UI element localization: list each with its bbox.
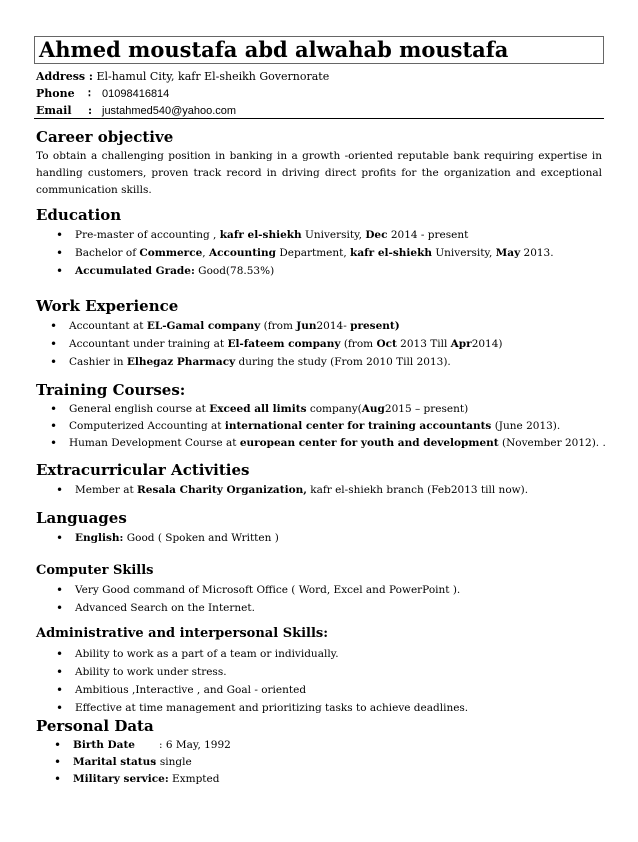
training-courses-list (50, 401, 606, 452)
languages-title: Languages (36, 509, 127, 527)
list-item: • General english course at Exceed all limits company(Aug2015 – present) (50, 401, 606, 418)
administrative-skills-list (56, 645, 468, 717)
work-experience-list (50, 317, 503, 371)
education-title: Education (36, 206, 122, 224)
list-item: • Effective at time management and prioritizing tasks to achieve deadlines. (56, 699, 468, 717)
list-item: • Accountant at EL-Gamal company (from Jun2014- present) (50, 317, 503, 335)
birth-date-value: : 6 May, 1992 (159, 739, 231, 751)
address-line (36, 70, 329, 84)
computer-skills-title: Computer Skills (36, 563, 154, 578)
phone-line (36, 87, 169, 101)
career-objective-title: Career objective (36, 128, 174, 146)
military-service-label: Military service: (73, 773, 169, 785)
training-courses-title: Training Courses: (36, 381, 186, 399)
address-value: El-hamul City, kafr El-sheikh Governorate (96, 70, 330, 83)
extracurricular-list (56, 481, 528, 499)
personal-data-list (54, 737, 231, 788)
list-item: • Ambitious ,Interactive , and Goal - oriented (56, 681, 468, 699)
list-item: • Accumulated Grade: Good(78.53%) (56, 262, 554, 280)
birth-date-label: Birth Date (73, 739, 135, 751)
email-separator: : (88, 104, 93, 117)
list-item: • Pre-master of accounting , kafr el-shiekh University, Dec 2014 - present (56, 226, 554, 244)
list-item: • Cashier in Elhegaz Pharmacy during the study (From 2010 Till 2013). (50, 353, 503, 371)
email-value[interactable]: justahmed540@yahoo.com (102, 105, 237, 117)
phone-separator: ∶ (88, 87, 91, 100)
list-item: • Bachelor of Commerce, Accounting Department, kafr el-shiekh University, May 2013. (56, 244, 554, 262)
list-item: • Member at Resala Charity Organization, kafr el-shiekh branch (Feb2013 till now). (56, 481, 528, 499)
administrative-skills-title: Administrative and interpersonal Skills: (36, 626, 329, 641)
list-item: • Ability to work under stress. (56, 663, 468, 681)
education-list (56, 226, 554, 280)
list-item (54, 754, 231, 771)
work-experience-title: Work Experience (36, 297, 179, 315)
computer-skills-list (56, 581, 460, 617)
list-item: • Computerized Accounting at international center for training accountants (June 2013). (50, 418, 606, 435)
resume-name: Ahmed moustafa abd alwahab moustafa (34, 36, 604, 64)
extracurricular-title: Extracurricular Activities (36, 461, 250, 479)
personal-data-title: Personal Data (36, 717, 154, 735)
phone-label: Phone (36, 87, 75, 100)
email-line (36, 104, 236, 118)
career-objective-text: To obtain a challenging position in banking in a growth -oriented reputable bank requiring expertise in handling customers, proven track record in driving direct profits for the organization and exceptional communication skills. (36, 150, 602, 196)
list-item: • Advanced Search on the Internet. (56, 599, 460, 617)
list-item: • Accountant under training at El-fateem company (from Oct 2013 Till Apr2014) (50, 335, 503, 353)
phone-value: 01098416814 (102, 88, 170, 100)
email-label: Email (36, 104, 72, 117)
address-label: Address : (36, 70, 93, 83)
list-item: • English: Good ( Spoken and Written ) (56, 529, 279, 547)
marital-status-value: : single (153, 756, 192, 768)
list-item: • Ability to work as a part of a team or individually. (56, 645, 468, 663)
military-service-value: Exmpted (168, 773, 220, 785)
list-item: • Human Development Course at european center for youth and development (November 2012). . (50, 435, 606, 452)
marital-status-label: Marital status (73, 756, 157, 768)
list-item: • Very Good command of Microsoft Office ( Word, Excel and PowerPoint ). (56, 581, 460, 599)
header-divider (34, 118, 604, 119)
list-item (54, 737, 231, 754)
list-item (54, 771, 231, 788)
languages-list (56, 529, 279, 547)
